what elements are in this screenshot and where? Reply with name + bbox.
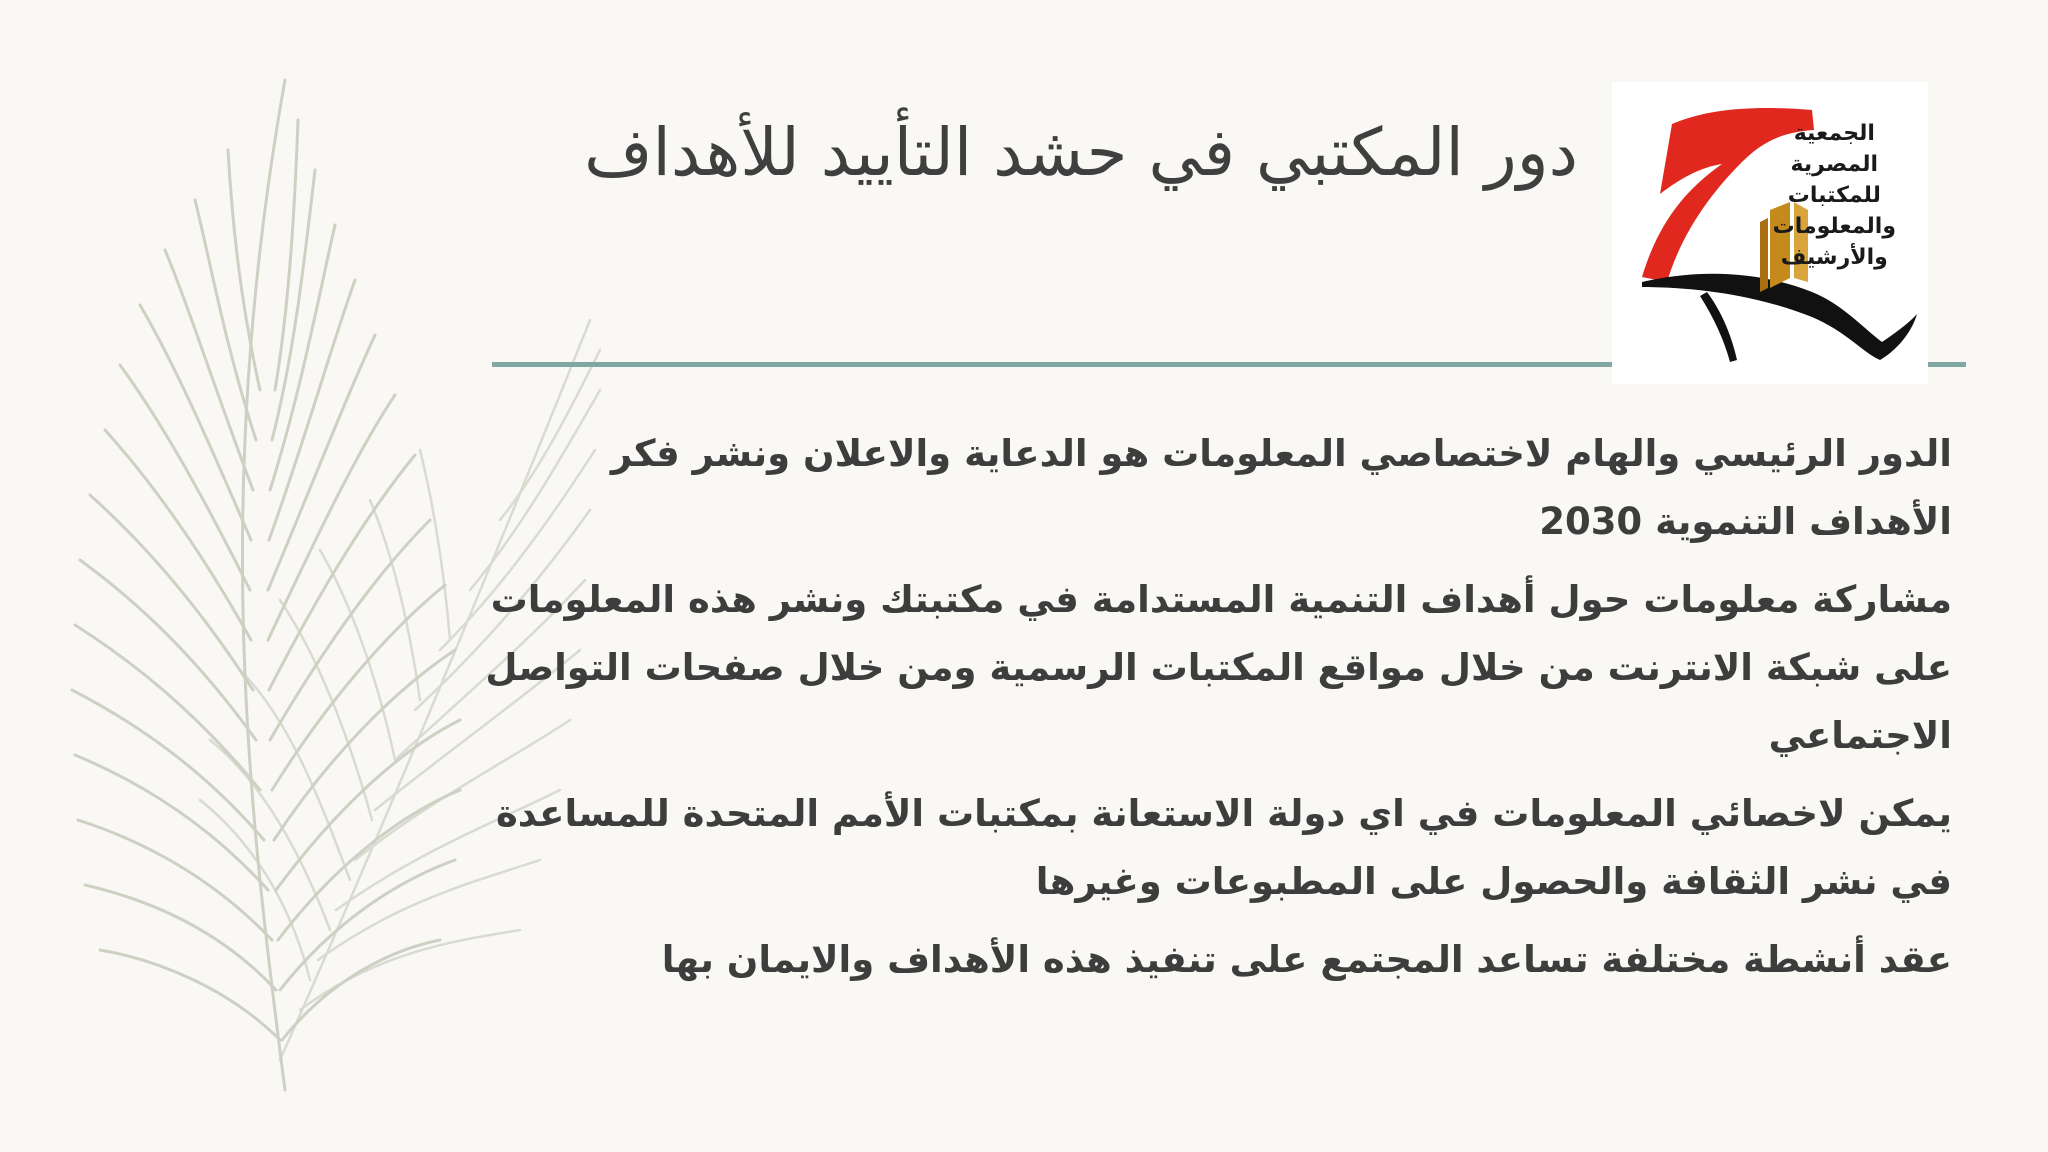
- bullet-item: مشاركة معلومات حول أهداف التنمية المستدامة في مكتبتك ونشر هذه المعلومات على شبكة الانترنت من خلال مواقع المكتبات الرسمية ومن خلال صفحات التواصل الاجتماعي: [485, 578, 1952, 757]
- logo-line: المصرية: [1790, 152, 1879, 177]
- logo-line: والمعلومات: [1772, 214, 1896, 239]
- bullet-item: يمكن لاخصائي المعلومات في اي دولة الاستعانة بمكتبات الأمم المتحدة للمساعدة في نشر الثقافة والحصول على المطبوعات وغيرها: [495, 792, 1952, 903]
- association-logo: [1612, 82, 1928, 384]
- logo-caption: [1773, 118, 1896, 273]
- bullet-list: [482, 420, 1952, 1004]
- bullet-item: عقد أنشطة مختلفة تساعد المجتمع على تنفيذ هذه الأهداف والايمان بها: [661, 938, 1952, 981]
- logo-line: الجمعية: [1793, 121, 1875, 146]
- bullet-item: الدور الرئيسي والهام لاختصاصي المعلومات هو الدعاية والاعلان ونشر فكر الأهداف التنموية 2030: [610, 432, 1952, 543]
- slide-title: دور المكتبي في حشد التأييد للأهداف: [584, 114, 1578, 191]
- logo-line: والأرشيف: [1780, 245, 1888, 270]
- logo-line: للمكتبات: [1787, 183, 1881, 208]
